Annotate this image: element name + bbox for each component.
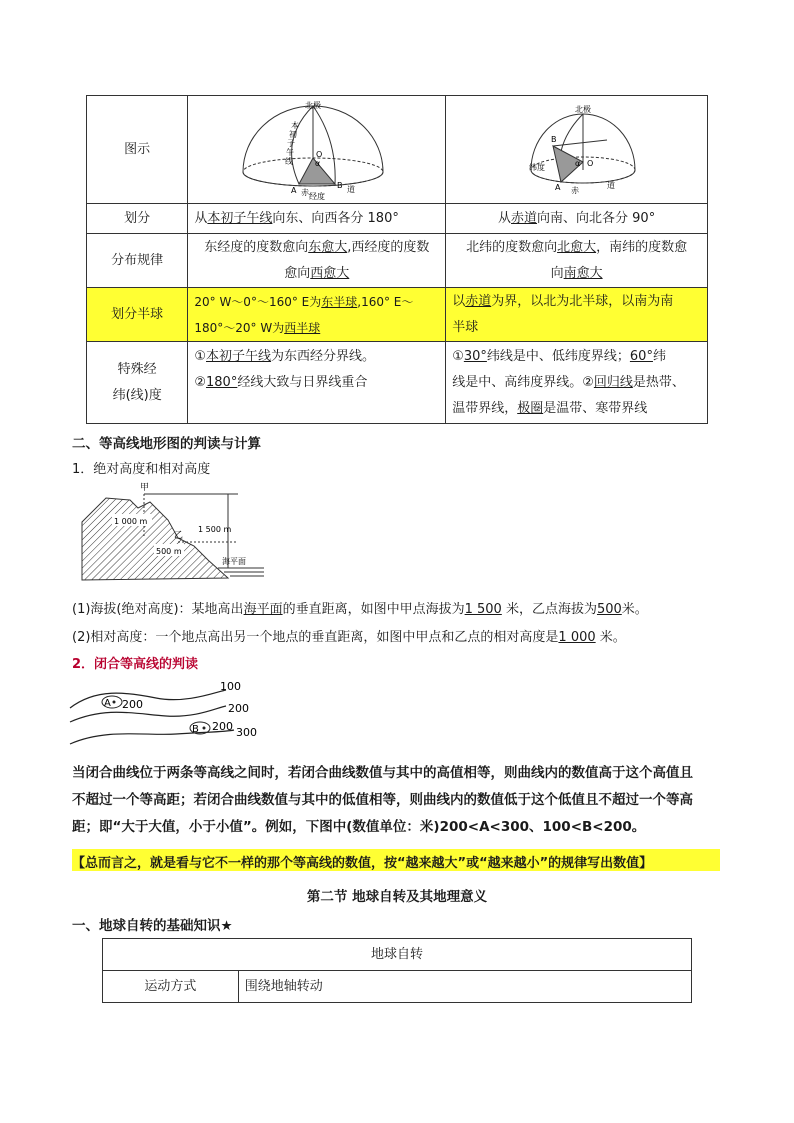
closed-contour-paragraph: 当闭合曲线位于两条等高线之间时，若闭合曲线数值与其中的高值相等，则曲线内的数值高于这个高值且 不超过一个等高距；若闭合曲线数值与其中的低值相等，则曲线内的数值低于这个低值且不超过一个等高 距；即“大于大值，小于小值”。例如，下图中(数值单位：米)200<A<300、100<B<200。 (72, 765, 693, 835)
longitude-division-cell: 从本初子午线向东、向西各分 180° (188, 204, 446, 234)
north-pole-label-2: 北极 (574, 104, 591, 114)
height-500-label: 500 m (156, 547, 182, 556)
contour-200-B-label: 200 (212, 720, 233, 733)
center-O-label-2: O (586, 158, 593, 168)
section2-sub2: 2．闭合等高线的判读 (72, 657, 199, 672)
contour-200-A-label: 200 (122, 698, 143, 711)
point-A-label-2: A (554, 182, 561, 192)
relative-altitude-text: (2)相对高度：一个地点高出另一个地点的垂直距离，如图中甲点和乙点的相对高度是1 000 米。 (72, 630, 626, 645)
row-label-hemisphere: 划分半球 (87, 288, 188, 342)
meridian-char-1: 本 (290, 120, 299, 130)
section2-sub1: 1．绝对高度和相对高度 (72, 462, 211, 477)
contour-diagram (66, 678, 266, 750)
equator-char-b: 道 (606, 180, 615, 190)
center-O-label: O (315, 149, 323, 159)
latitude-division-cell: 从赤道向南、向北各分 90° (446, 204, 708, 234)
point-A-contour: A (104, 698, 111, 709)
summary-text: 【总而言之，就是看与它不一样的那个等高线的数值，按“越来越大”或“越来越小”的规律写出数值】 (72, 856, 653, 871)
rotation-table (102, 938, 692, 1003)
longitude-diagram-cell (188, 96, 446, 204)
longitude-degree-label: 经度 (308, 191, 325, 200)
point-A-label: A (290, 185, 297, 195)
equator-char-a: 赤 (570, 185, 579, 195)
alpha-label-2: α (574, 158, 580, 168)
meridian-char-3: 子 (286, 138, 295, 148)
meridian-char-5: 线 (284, 156, 293, 166)
motion-value: 围绕地轴转动 (238, 971, 691, 1003)
row-label-diagram: 图示 (87, 96, 188, 204)
latitude-diagram (457, 100, 697, 200)
meridian-char-4: 午 (285, 147, 294, 157)
point-jia-label: 甲 (140, 483, 150, 493)
point-B-contour: B (192, 724, 199, 735)
row-label-special: 特殊经 纬(线)度 (87, 342, 188, 424)
row-label-division: 划分 (87, 204, 188, 234)
longitude-distribution-cell: 东经度的度数愈向东愈大,西经度的度数 愈向西愈大 (188, 234, 446, 288)
height-1500-label: 1 500 m (198, 525, 232, 534)
row-label-distribution: 分布规律 (87, 234, 188, 288)
contour-300-label: 300 (236, 726, 257, 739)
row-label-motion: 运动方式 (103, 971, 239, 1003)
longitude-diagram (197, 100, 437, 200)
sea-level-label: 海平面 (222, 557, 246, 566)
north-pole-label: 北极 (304, 100, 321, 110)
contour-100-label: 100 (220, 680, 241, 693)
latitude-hemisphere-cell: 以赤道为界，以北为北半球，以南为南 半球 (446, 288, 708, 342)
point-B-label-2: B (550, 134, 557, 144)
point-B-label: B (336, 180, 343, 190)
rotation-table-title: 地球自转 (103, 939, 692, 971)
longitude-hemisphere-cell: 20° W～0°～160° E为东半球,160° E～ 180°～20° W为西半球 (188, 288, 446, 342)
alpha-label: α (314, 158, 321, 168)
latitude-distribution-cell: 北纬的度数愈向北愈大，南纬的度数愈 向南愈大 (446, 234, 708, 288)
point-yi-label: 乙 (174, 531, 184, 541)
equator-char-1: 赤 (300, 187, 309, 197)
section3-heading: 一、地球自转的基础知识★ (72, 918, 233, 934)
meridian-char-2: 初 (288, 129, 297, 139)
longitude-special-cell: ①本初子午线为东西经分界线。 ②180°经线大致与日界线重合 (188, 342, 446, 424)
contour-200-label: 200 (228, 702, 249, 715)
absolute-altitude-text: (1)海拔(绝对高度)：某地高出海平面的垂直距离，如图中甲点海拔为1 500 米，乙点海拔为500米。 (72, 602, 648, 617)
equator-char-2: 道 (346, 184, 355, 194)
section2-heading: 二、等高线地形图的判读与计算 (72, 436, 261, 452)
height-1000-label: 1 000 m (114, 517, 148, 526)
latitude-special-cell: ①30°纬线是中、低纬度界线；60°纬 线是中、高纬度界线。②回归线是热带、 温带界线，极圈是温带、寒带界线 (446, 342, 708, 424)
chapter-title: 第二节 地球自转及其地理意义 (306, 889, 488, 905)
latlong-table (86, 95, 708, 424)
latitude-degree-label: 纬度 (528, 162, 545, 172)
latitude-diagram-cell (446, 96, 708, 204)
altitude-diagram (78, 480, 268, 584)
